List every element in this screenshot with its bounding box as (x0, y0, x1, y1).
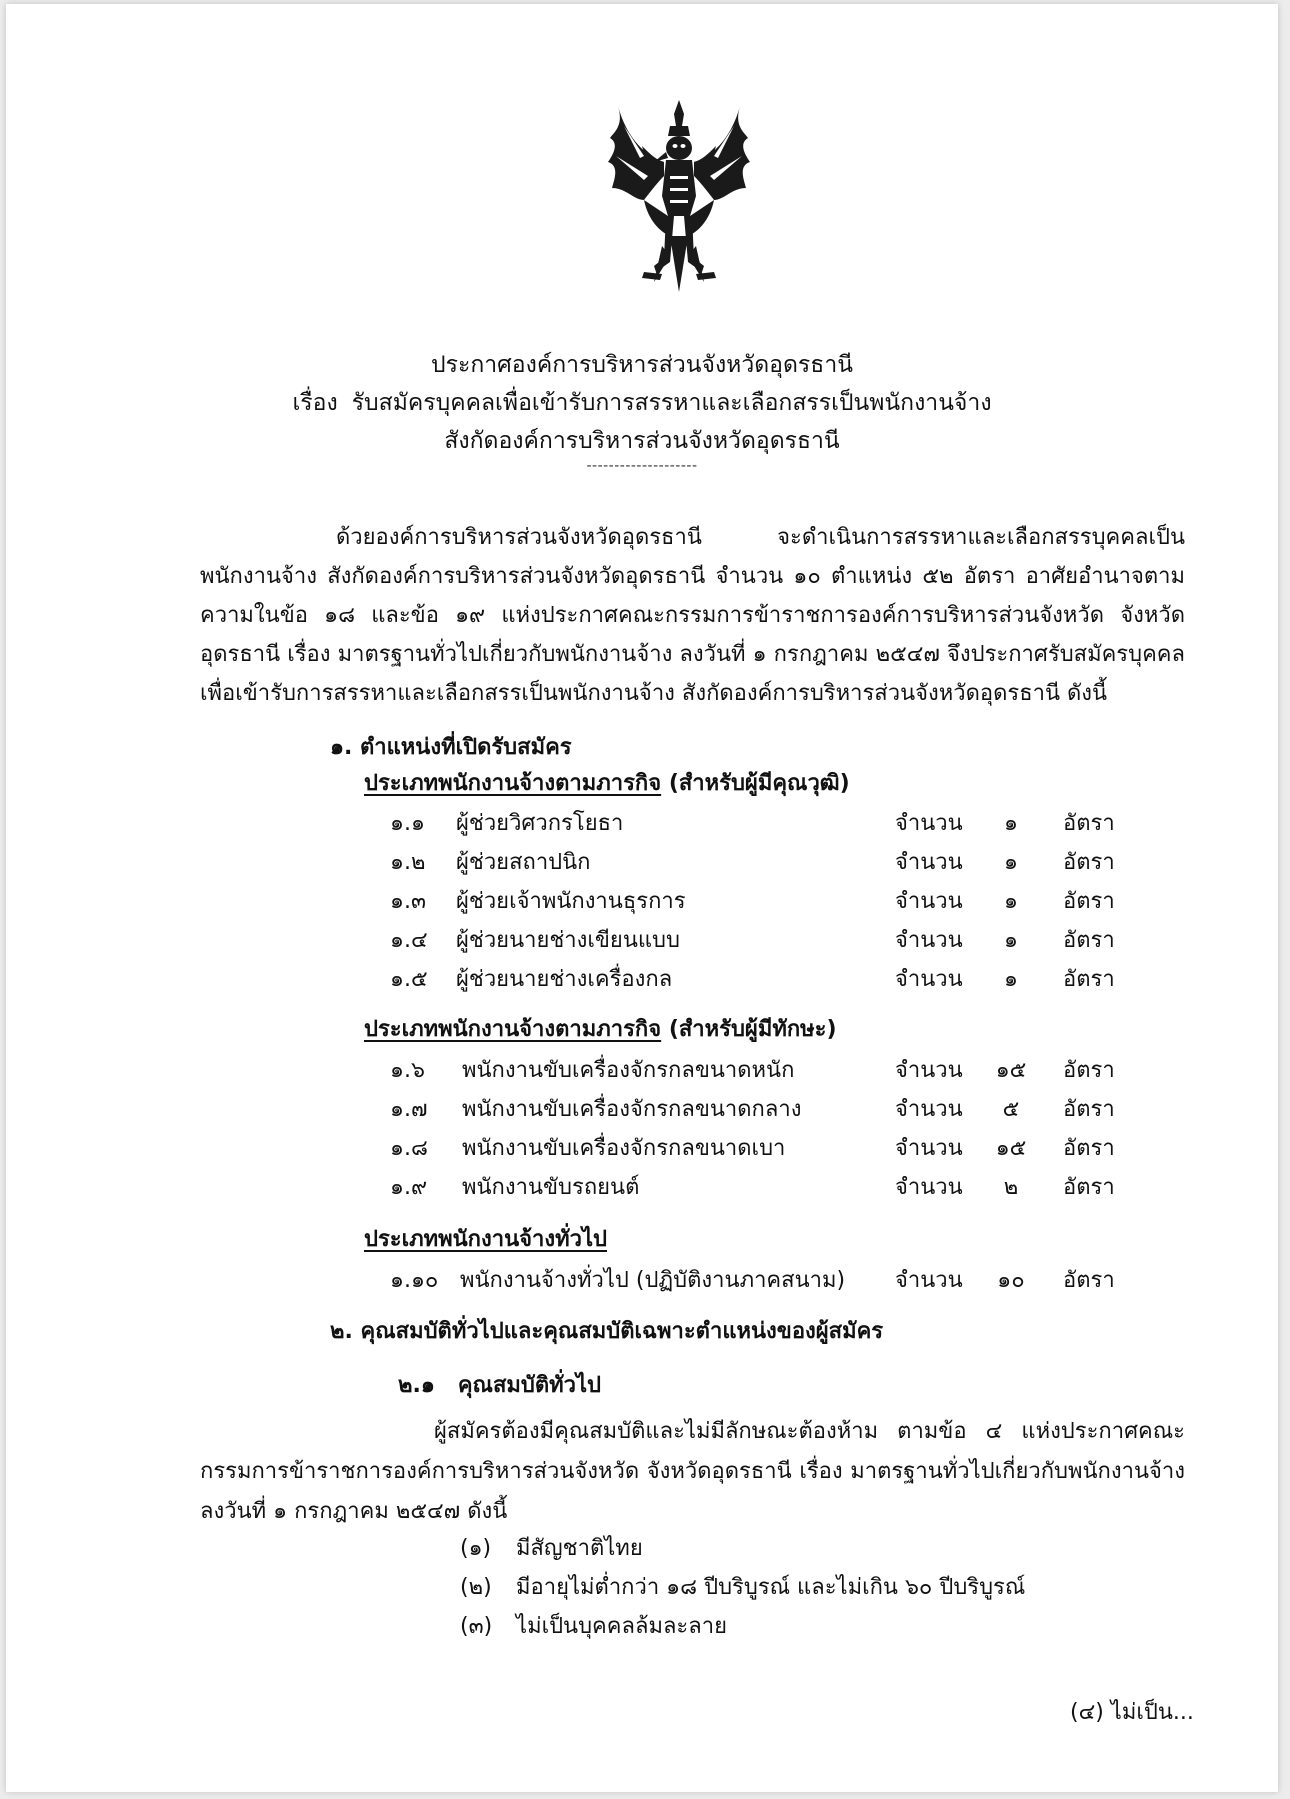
group1-title: ประเภทพนักงานจ้างตามภารกิจ (364, 771, 662, 796)
position-count: ๑ (1004, 850, 1018, 875)
position-number: ๑.๑๐ (390, 1268, 439, 1293)
unit-label: อัตรา (1063, 1136, 1115, 1161)
unit-label: อัตรา (1063, 1175, 1115, 1200)
unit-label: อัตรา (1063, 1268, 1115, 1293)
group1-note: (สำหรับผู้มีคุณวุฒิ) (668, 771, 850, 796)
position-name: พนักงานขับเครื่องจักรกลขนาดเบา (462, 1136, 786, 1161)
position-count: ๑๕ (995, 1058, 1027, 1083)
position-row (390, 925, 1115, 957)
position-count: ๕ (1002, 1097, 1020, 1122)
position-row (390, 1265, 1115, 1297)
item-text: มีสัญชาติไทย (516, 1536, 643, 1561)
position-row (390, 1055, 1115, 1087)
position-number: ๑.๒ (390, 850, 426, 875)
count-label: จำนวน (895, 1175, 963, 1200)
position-count: ๑๕ (995, 1136, 1027, 1161)
count-label: จำนวน (895, 967, 963, 992)
unit-label: อัตรา (1063, 889, 1115, 914)
count-label: จำนวน (895, 850, 963, 875)
count-label: จำนวน (895, 1058, 963, 1083)
position-row (390, 1094, 1115, 1126)
position-count: ๑ (1004, 967, 1018, 992)
position-count: ๑ (1004, 928, 1018, 953)
position-name: ผู้ช่วยนายช่างเขียนแบบ (456, 928, 680, 953)
position-number: ๑.๓ (390, 889, 426, 914)
group2-note: (สำหรับผู้มีทักษะ) (668, 1017, 837, 1042)
section1-title: ๑. ตำแหน่งที่เปิดรับสมัคร (330, 735, 572, 760)
sub-number: ๒.๑ (398, 1373, 435, 1398)
group2-heading (364, 1014, 837, 1046)
position-number: ๑.๑ (390, 811, 425, 836)
item-text: ไม่เป็นบุคคลล้มละลาย (516, 1614, 727, 1639)
position-name: ผู้ช่วยวิศวกรโยธา (456, 811, 624, 836)
section2-title: ๒. คุณสมบัติทั่วไปและคุณสมบัติเฉพาะตำแหน่งของผู้สมัคร (330, 1319, 884, 1344)
sub-title: คุณสมบัติทั่วไป (457, 1373, 602, 1398)
count-label: จำนวน (895, 1097, 963, 1122)
position-count: ๑๐ (997, 1268, 1025, 1293)
position-name: ผู้ช่วยเจ้าพนักงานธุรการ (456, 889, 686, 914)
position-number: ๑.๗ (390, 1097, 428, 1122)
position-name: ผู้ช่วยนายช่างเครื่องกล (456, 967, 673, 992)
unit-label: อัตรา (1063, 850, 1115, 875)
qualification-item (460, 1533, 643, 1565)
position-number: ๑.๕ (390, 967, 428, 992)
group2-title: ประเภทพนักงานจ้างตามภารกิจ (364, 1017, 662, 1042)
position-name: พนักงานขับเครื่องจักรกลขนาดกลาง (462, 1097, 802, 1122)
position-number: ๑.๔ (390, 928, 428, 953)
item-number: (๓) (460, 1614, 493, 1639)
position-number: ๑.๘ (390, 1136, 428, 1161)
count-label: จำนวน (895, 811, 963, 836)
document-page (6, 4, 1278, 1792)
item-text: มีอายุไม่ต่ำกว่า ๑๘ ปีบริบูรณ์ และไม่เกิน ๖๐ ปีบริบูรณ์ (516, 1575, 1026, 1600)
position-name: พนักงานจ้างทั่วไป (ปฏิบัติงานภาคสนาม) (460, 1268, 846, 1293)
announcement-affiliation: สังกัดองค์การบริหารส่วนจังหวัดอุดรธานี (444, 428, 840, 454)
position-name: พนักงานขับรถยนต์ (462, 1175, 640, 1200)
unit-label: อัตรา (1063, 1097, 1115, 1122)
qualification-item (460, 1611, 727, 1643)
unit-label: อัตรา (1063, 967, 1115, 992)
item-number: (๑) (460, 1536, 492, 1561)
position-row (390, 964, 1115, 996)
position-name: พนักงานขับเครื่องจักรกลขนาดหนัก (462, 1058, 795, 1083)
next-page-continuation: (๔) ไม่เป็น... (1070, 1700, 1194, 1725)
position-row (390, 808, 1115, 840)
position-number: ๑.๙ (390, 1175, 428, 1200)
garuda-emblem-icon (604, 96, 754, 296)
unit-label: อัตรา (1063, 1058, 1115, 1083)
item-number: (๒) (460, 1575, 492, 1600)
subject-label: เรื่อง (292, 390, 338, 416)
position-count: ๑ (1004, 811, 1018, 836)
position-row (390, 1133, 1115, 1165)
position-name: ผู้ช่วยสถาปนิก (456, 850, 591, 875)
count-label: จำนวน (895, 889, 963, 914)
group3-heading (364, 1224, 607, 1256)
unit-label: อัตรา (1063, 811, 1115, 836)
position-number: ๑.๖ (390, 1058, 425, 1083)
position-row (390, 847, 1115, 879)
intro-paragraph: ด้วยองค์การบริหารส่วนจังหวัดอุดรธานี จะดำเนินการสรรหาและเลือกสรรบุคคลเป็นพนักงานจ้าง สังกัดองค์การบริหารส่วนจังหวัดอุดรธานี จำนวน ๑๐ ตำแหน่ง ๕๒ อัตรา อาศัยอำนาจตามความในข้อ ๑๘ และข้อ ๑๙ แห่งประกาศคณะกรรมการข้าราชการองค์การบริหารส่วนจังหวัด จังหวัดอุดรธานี เรื่อง มาตรฐานทั่วไปเกี่ยวกับพนักงานจ้าง ลงวันที่ ๑ กรกฎาคม ๒๕๔๗ จึงประกาศรับสมัครบุคคลเพื่อเข้ารับการสรรหาและเลือกสรรเป็นพนักงานจ้าง สังกัดองค์การบริหารส่วนจังหวัดอุดรธานี ดังนี้ (200, 525, 1185, 706)
position-count: ๒ (1003, 1175, 1019, 1200)
unit-label: อัตรา (1063, 928, 1115, 953)
count-label: จำนวน (895, 1268, 963, 1293)
group1-heading (364, 768, 850, 800)
qualification-item (460, 1572, 1025, 1604)
count-label: จำนวน (895, 928, 963, 953)
position-count: ๑ (1004, 889, 1018, 914)
announcement-subject (6, 386, 1278, 420)
separator-line: -------------------- (586, 458, 698, 474)
position-row (390, 886, 1115, 918)
qualification-paragraph: ผู้สมัครต้องมีคุณสมบัติและไม่มีลักษณะต้องห้าม ตามข้อ ๔ แห่งประกาศคณะกรรมการข้าราชการองค์การบริหารส่วนจังหวัด จังหวัดอุดรธานี เรื่อง มาตรฐานทั่วไปเกี่ยวกับพนักงานจ้าง ลงวันที่ ๑ กรกฎาคม ๒๕๔๗ ดังนี้ (200, 1419, 1185, 1524)
position-row (390, 1172, 1115, 1204)
count-label: จำนวน (895, 1136, 963, 1161)
subject-text: รับสมัครบุคคลเพื่อเข้ารับการสรรหาและเลือกสรรเป็นพนักงานจ้าง (351, 390, 992, 416)
section2-sub-heading (398, 1370, 601, 1402)
group3-title: ประเภทพนักงานจ้างทั่วไป (364, 1227, 607, 1252)
announcement-title: ประกาศองค์การบริหารส่วนจังหวัดอุดรธานี (431, 352, 853, 378)
